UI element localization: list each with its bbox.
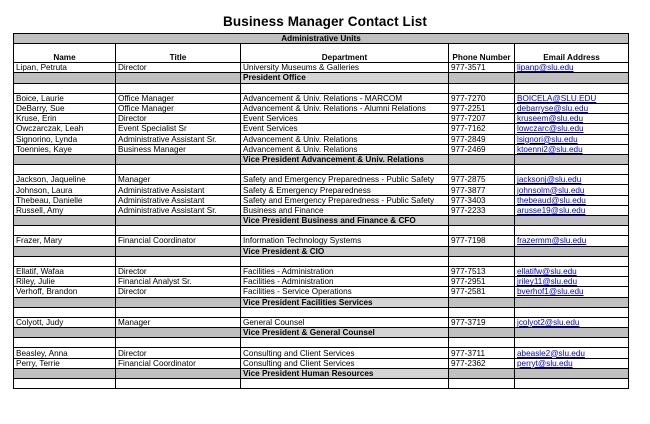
section-cell: [515, 73, 629, 83]
section-cell: [449, 216, 515, 226]
table-row: [14, 277, 629, 287]
name-cell: Signorino, Lynda: [14, 134, 116, 144]
department-cell: Advancement & Univ. Relations: [241, 144, 449, 154]
section-cell: [449, 328, 515, 338]
blank-cell: [14, 338, 116, 348]
email-link[interactable]: lsignori@slu.edu: [517, 134, 578, 144]
email-cell: [515, 144, 629, 154]
table-row: [14, 358, 629, 368]
section-label: Vice President Human Resources: [241, 368, 449, 378]
department-cell: Facilities - Administration: [241, 266, 449, 276]
blank-cell: [241, 165, 449, 175]
blank-cell: [116, 379, 241, 389]
section-cell: [116, 154, 241, 164]
title-cell: Financial Coordinator: [116, 236, 241, 246]
name-cell: Riley, Julie: [14, 277, 116, 287]
title-cell: Administrative Assistant Sr.: [116, 205, 241, 215]
blank-cell: [14, 165, 116, 175]
blank-cell: [515, 165, 629, 175]
email-link[interactable]: arusse19@slu.edu: [517, 205, 586, 215]
section-cell: [14, 328, 116, 338]
section-label: Vice President & General Counsel: [241, 328, 449, 338]
table-row: [14, 63, 629, 73]
phone-cell: 977-7513: [449, 266, 515, 276]
section-row: [14, 216, 629, 226]
email-link[interactable]: perryt@slu.edu: [517, 358, 573, 368]
section-cell: [116, 246, 241, 256]
table-row: [14, 236, 629, 246]
title-cell: Business Manager: [116, 144, 241, 154]
section-cell: [14, 297, 116, 307]
email-link[interactable]: ellatifw@slu.edu: [517, 267, 577, 277]
email-cell: [515, 348, 629, 358]
table-row: [14, 134, 629, 144]
phone-cell: 977-7207: [449, 114, 515, 124]
blank-row: [14, 226, 629, 236]
blank-row: [14, 165, 629, 175]
page-title: Business Manager Contact List: [223, 14, 427, 29]
email-cell: [515, 277, 629, 287]
table-row: [14, 287, 629, 297]
blank-cell: [241, 307, 449, 317]
blank-cell: [14, 226, 116, 236]
table-row: [14, 93, 629, 103]
units-row: [14, 34, 629, 44]
department-cell: Consulting and Client Services: [241, 348, 449, 358]
department-cell: Safety and Emergency Preparedness - Public Safety: [241, 175, 449, 185]
header-row: [14, 44, 629, 63]
title-cell: Administrative Assistant Sr.: [116, 134, 241, 144]
phone-cell: 977-2875: [449, 175, 515, 185]
blank-cell: [116, 165, 241, 175]
phone-cell: 977-2233: [449, 205, 515, 215]
title-cell: Director: [116, 348, 241, 358]
section-cell: [116, 368, 241, 378]
column-header-name: Name: [14, 44, 116, 63]
blank-cell: [449, 83, 515, 93]
phone-cell: 977-3719: [449, 317, 515, 327]
units-label: Administrative Units: [14, 34, 629, 44]
section-cell: [515, 297, 629, 307]
blank-cell: [241, 226, 449, 236]
blank-row: [14, 307, 629, 317]
email-cell: [515, 124, 629, 134]
section-label: President Office: [241, 73, 449, 83]
table-row: [14, 266, 629, 276]
department-cell: Safety and Emergency Preparedness - Public Safety: [241, 195, 449, 205]
title-cell: Manager: [116, 317, 241, 327]
department-cell: Information Technology Systems: [241, 236, 449, 246]
email-link[interactable]: bverhof1@slu.edu: [517, 287, 584, 297]
title-cell: Office Manager: [116, 93, 241, 103]
blank-cell: [515, 83, 629, 93]
blank-cell: [515, 256, 629, 266]
blank-row: [14, 256, 629, 266]
blank-cell: [116, 226, 241, 236]
name-cell: Thebeau, Danielle: [14, 195, 116, 205]
email-link[interactable]: frazermm@slu.edu: [517, 236, 587, 246]
department-cell: Advancement & Univ. Relations: [241, 134, 449, 144]
name-cell: Lipan, Petruta: [14, 63, 116, 73]
email-cell: [515, 185, 629, 195]
blank-cell: [449, 379, 515, 389]
section-row: [14, 328, 629, 338]
name-cell: Perry, Terrie: [14, 358, 116, 368]
department-cell: Facilities - Service Operations: [241, 287, 449, 297]
name-cell: Jackson, Jaqueline: [14, 175, 116, 185]
email-link[interactable]: abeasle2@slu.edu: [517, 348, 585, 358]
department-cell: Advancement & Univ. Relations - Alumni Relations: [241, 103, 449, 113]
phone-cell: 977-2581: [449, 287, 515, 297]
blank-cell: [241, 379, 449, 389]
email-link[interactable]: ktoenni2@slu.edu: [517, 144, 583, 154]
phone-cell: 977-2251: [449, 103, 515, 113]
section-cell: [14, 154, 116, 164]
blank-cell: [515, 338, 629, 348]
name-cell: Russell, Amy: [14, 205, 116, 215]
blank-cell: [449, 338, 515, 348]
section-cell: [14, 73, 116, 83]
blank-cell: [116, 307, 241, 317]
blank-cell: [515, 307, 629, 317]
department-cell: General Counsel: [241, 317, 449, 327]
table-row: [14, 195, 629, 205]
email-link[interactable]: kruseem@slu.edu: [517, 114, 584, 124]
column-header-department: Department: [241, 44, 449, 63]
table-row: [14, 124, 629, 134]
section-cell: [515, 328, 629, 338]
table-row: [14, 103, 629, 113]
section-cell: [449, 73, 515, 83]
email-link[interactable]: jcolyot2@slu.edu: [517, 317, 580, 327]
phone-cell: 977-7162: [449, 124, 515, 134]
department-cell: Advancement & Univ. Relations - MARCOM: [241, 93, 449, 103]
name-cell: Boice, Laurie: [14, 93, 116, 103]
table-row: [14, 348, 629, 358]
section-cell: [515, 368, 629, 378]
department-cell: Event Services: [241, 114, 449, 124]
email-cell: [515, 93, 629, 103]
title-cell: Manager: [116, 175, 241, 185]
department-cell: Safety & Emergency Preparedness: [241, 185, 449, 195]
email-cell: [515, 287, 629, 297]
section-cell: [116, 328, 241, 338]
email-cell: [515, 205, 629, 215]
table-row: [14, 185, 629, 195]
name-cell: Toennies, Kaye: [14, 144, 116, 154]
table-row: [14, 205, 629, 215]
phone-cell: 977-3403: [449, 195, 515, 205]
blank-row: [14, 338, 629, 348]
title-cell: Administrative Assistant: [116, 185, 241, 195]
title-cell: Event Specialist Sr: [116, 124, 241, 134]
email-link[interactable]: thebeaud@slu.edu: [517, 195, 586, 205]
section-cell: [116, 73, 241, 83]
blank-cell: [241, 83, 449, 93]
name-cell: Verhoff, Brandon: [14, 287, 116, 297]
blank-cell: [241, 338, 449, 348]
section-cell: [449, 368, 515, 378]
phone-cell: 977-2951: [449, 277, 515, 287]
section-label: Vice President Advancement & Univ. Relations: [241, 154, 449, 164]
phone-cell: 977-3711: [449, 348, 515, 358]
blank-cell: [116, 338, 241, 348]
section-cell: [14, 216, 116, 226]
email-link[interactable]: debarryse@slu.edu: [517, 104, 589, 114]
section-row: [14, 154, 629, 164]
blank-cell: [14, 256, 116, 266]
section-cell: [515, 216, 629, 226]
name-cell: Colyott, Judy: [14, 317, 116, 327]
phone-cell: 977-7198: [449, 236, 515, 246]
blank-cell: [449, 165, 515, 175]
email-link[interactable]: jriley11@slu.edu: [517, 277, 578, 287]
blank-cell: [116, 256, 241, 266]
section-label: Vice President Facilities Services: [241, 297, 449, 307]
email-cell: [515, 103, 629, 113]
blank-cell: [449, 307, 515, 317]
section-cell: [116, 297, 241, 307]
department-cell: Consulting and Client Services: [241, 358, 449, 368]
section-cell: [449, 297, 515, 307]
title-cell: Director: [116, 287, 241, 297]
title-cell: Director: [116, 114, 241, 124]
section-row: [14, 73, 629, 83]
name-cell: Beasley, Anna: [14, 348, 116, 358]
section-label: Vice President & CIO: [241, 246, 449, 256]
phone-cell: 977-3571: [449, 63, 515, 73]
email-link[interactable]: lowczarc@slu.edu: [517, 124, 584, 134]
email-cell: [515, 317, 629, 327]
department-cell: Facilities - Administration: [241, 277, 449, 287]
section-cell: [449, 246, 515, 256]
name-cell: Kruse, Erin: [14, 114, 116, 124]
title-cell: Financial Coordinator: [116, 358, 241, 368]
phone-cell: 977-3877: [449, 185, 515, 195]
title-cell: Director: [116, 63, 241, 73]
section-cell: [515, 246, 629, 256]
phone-cell: 977-7270: [449, 93, 515, 103]
contact-table: [13, 33, 629, 389]
table-row: [14, 175, 629, 185]
email-cell: [515, 236, 629, 246]
column-header-phone: Phone Number: [449, 44, 515, 63]
section-cell: [14, 246, 116, 256]
email-cell: [515, 266, 629, 276]
blank-cell: [449, 256, 515, 266]
section-row: [14, 246, 629, 256]
department-cell: University Museums & Galleries: [241, 63, 449, 73]
table-row: [14, 144, 629, 154]
name-cell: Frazer, Mary: [14, 236, 116, 246]
name-cell: DeBarry, Sue: [14, 103, 116, 113]
blank-cell: [241, 256, 449, 266]
title-cell: Office Manager: [116, 103, 241, 113]
blank-cell: [515, 379, 629, 389]
email-cell: [515, 63, 629, 73]
department-cell: Event Services: [241, 124, 449, 134]
section-cell: [515, 154, 629, 164]
email-cell: [515, 195, 629, 205]
title-cell: Administrative Assistant: [116, 195, 241, 205]
blank-cell: [515, 226, 629, 236]
blank-cell: [14, 307, 116, 317]
blank-row: [14, 83, 629, 93]
name-cell: Owczarczak, Leah: [14, 124, 116, 134]
email-cell: [515, 358, 629, 368]
table-row: [14, 317, 629, 327]
email-link[interactable]: BOICELA@SLU.EDU: [517, 93, 597, 103]
section-row: [14, 368, 629, 378]
title-cell: Financial Analyst Sr.: [116, 277, 241, 287]
section-cell: [116, 216, 241, 226]
phone-cell: 977-2362: [449, 358, 515, 368]
section-cell: [14, 368, 116, 378]
section-cell: [449, 154, 515, 164]
table-row: [14, 114, 629, 124]
email-link[interactable]: jacksonj@slu.edu: [517, 175, 582, 185]
section-label: Vice President Business and Finance & CFO: [241, 216, 449, 226]
email-link[interactable]: lipanp@slu.edu: [517, 63, 574, 73]
name-cell: Johnson, Laura: [14, 185, 116, 195]
blank-cell: [116, 83, 241, 93]
email-link[interactable]: johnsolm@slu.edu: [517, 185, 585, 195]
column-header-title: Title: [116, 44, 241, 63]
email-cell: [515, 134, 629, 144]
department-cell: Business and Finance: [241, 205, 449, 215]
email-cell: [515, 114, 629, 124]
blank-cell: [449, 226, 515, 236]
column-header-email: Email Address: [515, 44, 629, 63]
blank-row: [14, 379, 629, 389]
phone-cell: 977-2849: [449, 134, 515, 144]
blank-cell: [14, 379, 116, 389]
name-cell: Ellatif, Wafaa: [14, 266, 116, 276]
title-cell: Director: [116, 266, 241, 276]
blank-cell: [14, 83, 116, 93]
email-cell: [515, 175, 629, 185]
section-row: [14, 297, 629, 307]
phone-cell: 977-2469: [449, 144, 515, 154]
